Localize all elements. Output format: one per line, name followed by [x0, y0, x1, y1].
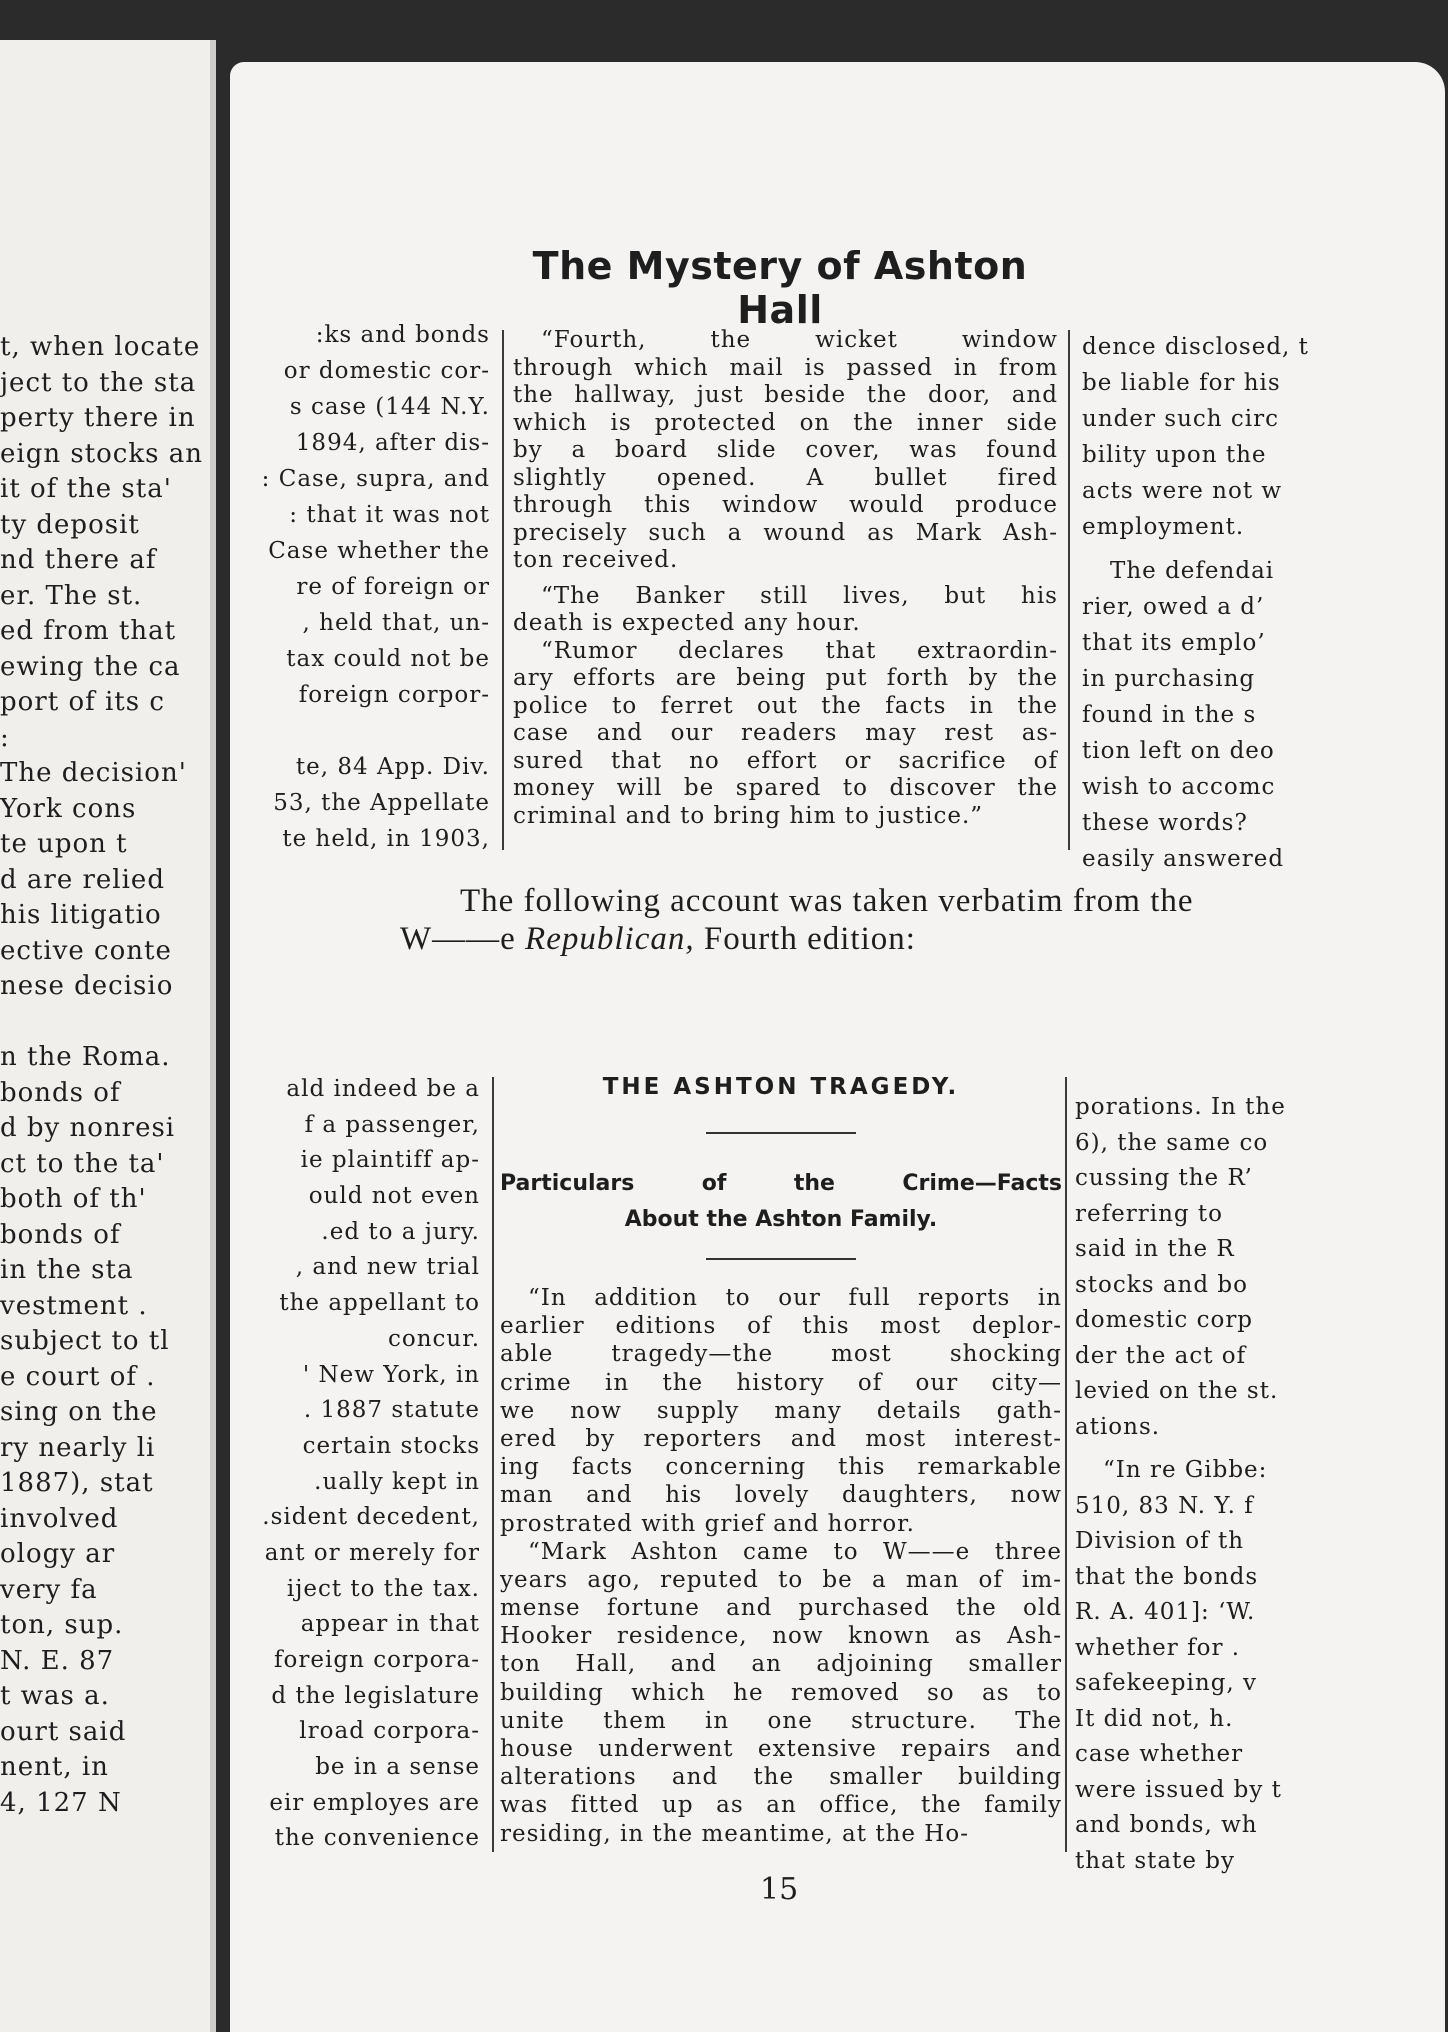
text-line: der the act of	[1075, 1342, 1247, 1369]
text-line: which is protected on the inner side	[513, 409, 1058, 436]
text-line: 1894, after dis-	[295, 430, 490, 456]
verbatim-intro	[290, 882, 1270, 958]
text-line: rier, owed a d’	[1082, 594, 1265, 620]
text-line: alterations and the smaller building	[500, 1764, 1062, 1791]
text-line: very fa	[0, 1574, 98, 1605]
text-line: “The Banker still lives, but his	[541, 582, 1058, 609]
text-line: eign stocks an	[0, 438, 203, 469]
text-line: whether for .	[1075, 1634, 1241, 1661]
bottom-column-3	[1075, 1090, 1315, 1879]
text-line: by a board slide cover, was found	[513, 437, 1058, 463]
text-line: d the legislature	[271, 1682, 480, 1709]
text-line: easily answered	[1082, 846, 1285, 872]
verbatim-place: W——e	[400, 921, 526, 957]
text-line: d by nonresi	[0, 1113, 176, 1143]
text-line: te, 84 App. Div.	[295, 754, 490, 780]
page-header-title: The Mystery of Ashton Hall	[532, 244, 1028, 332]
text-line: money will be spared to discover the	[513, 775, 1058, 801]
text-line: bonds of	[0, 1219, 121, 1250]
text-line: ourt said	[0, 1716, 127, 1747]
text-line: the hallway, just beside the door, and	[513, 382, 1058, 408]
text-line: re of foreign or	[296, 574, 490, 600]
text-line: be in a sense	[315, 1754, 480, 1781]
text-line: crime in the history of our city—	[500, 1369, 1062, 1396]
text-line: 4, 127 N	[0, 1787, 122, 1818]
text-line: were issued by t	[1075, 1776, 1282, 1803]
text-line: cussing the R’	[1075, 1165, 1253, 1191]
text-line: , and new trial	[295, 1254, 480, 1281]
text-line: foreign corpora-	[274, 1647, 480, 1673]
text-line: stocks and bo	[1075, 1271, 1248, 1298]
text-line: 510, 83 N. Y. f	[1075, 1492, 1254, 1519]
text-line: sured that no effort or sacrifice of	[513, 747, 1058, 774]
text-line: ton received.	[513, 547, 679, 573]
text-line: ty deposit	[0, 509, 140, 540]
section-rule	[706, 1132, 856, 1134]
text-line: house underwent extensive repairs and	[500, 1736, 1062, 1762]
text-line: ald indeed be a	[286, 1076, 480, 1102]
text-line: ject to the sta	[0, 367, 197, 398]
text-line: 53, the Appellate	[273, 790, 490, 816]
text-line: the convenience	[274, 1825, 480, 1852]
text-line: mense fortune and purchased the old	[500, 1595, 1062, 1622]
article-body	[500, 1284, 1062, 1848]
text-line: lroad corpora-	[299, 1718, 480, 1745]
text-line: dence disclosed, t	[1082, 334, 1309, 360]
text-line: perty there in	[0, 403, 196, 433]
text-line	[250, 713, 490, 749]
left-page-lower-column	[0, 1040, 210, 1821]
text-line: able tragedy—the most shocking	[500, 1341, 1062, 1368]
text-line: er. The st.	[0, 580, 143, 611]
text-line: R. A. 401]: ‘W.	[1075, 1599, 1256, 1625]
text-line: we now supply many details gath-	[500, 1397, 1062, 1424]
text-line: eir employes are	[269, 1789, 480, 1816]
text-line: ewing the ca	[0, 651, 181, 682]
text-line: that the bonds	[1075, 1563, 1259, 1590]
text-line: years ago, reputed to be a man of im-	[500, 1566, 1062, 1593]
top-column-3	[1082, 329, 1322, 877]
column-rule	[1068, 330, 1070, 850]
text-line: referring to	[1075, 1200, 1224, 1227]
text-line: wish to accomс	[1082, 774, 1276, 800]
text-line: port of its c	[0, 687, 165, 717]
text-line: N. E. 87	[0, 1645, 115, 1676]
bottom-column-1	[240, 1072, 480, 1857]
text-line: unite them in one structure. The	[500, 1707, 1062, 1734]
text-line: e court of .	[0, 1361, 156, 1392]
text-line: was fitted up as an office, the family	[500, 1792, 1062, 1819]
text-line: ology ar	[0, 1539, 116, 1569]
text-line: building which he removed so as to	[500, 1679, 1062, 1706]
text-line: ct to the ta'	[0, 1148, 165, 1179]
text-line: criminal and to bring him to justice.”	[513, 802, 984, 829]
text-line: levied on the st.	[1075, 1378, 1279, 1404]
text-line: vestment .	[0, 1290, 148, 1321]
text-line: tion left on deο	[1082, 738, 1275, 764]
text-line: under such circ	[1082, 406, 1280, 432]
text-line: his litigatio	[0, 900, 162, 930]
text-line: in purchasing	[1082, 666, 1256, 692]
text-line: ton Hall, and an adjoining smaller	[500, 1651, 1062, 1678]
text-line: both of th'	[0, 1184, 147, 1214]
text-line: Hooker residence, now known as Ash-	[500, 1623, 1062, 1650]
text-line: “Mark Ashton came to W——e three	[528, 1538, 1062, 1565]
text-line: concur.	[387, 1325, 480, 1352]
text-line: s case (144 N.Y.	[289, 394, 490, 420]
text-line: d are relied	[0, 864, 165, 895]
verbatim-edition: Fourth edition:	[694, 921, 916, 957]
text-line: The defendai	[1110, 558, 1275, 584]
text-line: nent, in	[0, 1752, 109, 1782]
paragraph-gap	[1082, 545, 1322, 553]
text-line: f a passenger,	[304, 1111, 480, 1138]
text-line: ective conte	[0, 935, 172, 966]
text-line: ing facts concerning this remarkable	[500, 1454, 1062, 1481]
left-page-upper-column	[0, 330, 210, 1005]
text-line: ant or merely for	[264, 1539, 480, 1566]
text-line: domestic corp	[1075, 1307, 1254, 1333]
text-line: , held that, un-	[302, 610, 490, 636]
text-line: : Case, supra, and	[261, 466, 490, 492]
paragraph-gap	[1075, 1445, 1315, 1453]
text-line: ton, sup.	[0, 1610, 124, 1640]
text-line: “Rumor declares that extraordin-	[541, 637, 1058, 664]
top-column-1	[250, 317, 490, 857]
left-page	[0, 40, 216, 2032]
text-line: 6), the same co	[1075, 1129, 1269, 1156]
article-title: THE ASHTON TRAGEDY.	[602, 1074, 960, 1100]
text-line: Case whether the	[268, 538, 490, 564]
text-line: involved	[0, 1503, 119, 1534]
text-line: ould not even	[308, 1183, 480, 1210]
text-line: case whether	[1075, 1741, 1244, 1767]
text-line: Division of th	[1075, 1528, 1245, 1554]
text-line: found in the s	[1082, 702, 1257, 728]
text-line: or domestic cor-	[283, 358, 490, 384]
text-line: n the Roma.	[0, 1042, 171, 1072]
column-rule	[502, 330, 504, 850]
text-line: ry nearly li	[0, 1432, 156, 1463]
text-line: tax could not be	[286, 646, 490, 672]
text-line: “In addition to our full reports in	[528, 1285, 1062, 1311]
text-line: residing, in the meantime, at the Ho-	[500, 1820, 969, 1847]
text-line: :	[0, 722, 10, 753]
text-line: certain stocks	[302, 1432, 480, 1459]
text-line: sing on the	[0, 1397, 158, 1427]
section-rule	[706, 1258, 856, 1260]
text-line: nese decisio	[0, 971, 174, 1001]
text-line: “Fourth, the wicket window	[541, 327, 1058, 353]
text-line: ' New York, in	[302, 1361, 480, 1388]
text-line: death is expected any hour.	[513, 610, 861, 636]
top-column-2	[513, 327, 1058, 830]
text-line: subject to tl	[0, 1326, 170, 1356]
text-line: foreign corpor-	[298, 682, 490, 708]
paragraph-gap	[513, 575, 1058, 583]
text-line: through which mail is passed in from	[513, 354, 1058, 381]
text-line: te upon t	[0, 829, 128, 859]
text-line: “In re Gibbe:	[1103, 1457, 1268, 1483]
text-line: t was a.	[0, 1681, 110, 1711]
text-line: earlier editions of this most deplor-	[500, 1313, 1062, 1340]
text-line: acts were not w	[1082, 478, 1283, 504]
text-line: slightly opened. A bullet fired	[513, 464, 1058, 491]
text-line: case and our readers may rest as-	[513, 720, 1058, 746]
text-line: ie plaintiff ap-	[300, 1147, 480, 1174]
text-line: It did not, h.	[1075, 1705, 1234, 1732]
text-line: t, when locate	[0, 332, 201, 362]
text-line: porations. In the	[1075, 1094, 1286, 1120]
text-line: bonds of	[0, 1077, 121, 1108]
text-line: employment.	[1082, 514, 1245, 540]
article-subtitle-line-2: About the Ashton Family.	[624, 1207, 938, 1232]
text-line: nd there af	[0, 545, 157, 575]
text-line: iject to the tax.	[286, 1575, 480, 1602]
text-line: precisely such a wound as Mark Ash-	[513, 519, 1058, 546]
column-rule	[492, 1077, 494, 1852]
text-line: ed from that	[0, 616, 177, 646]
verbatim-newspaper: Republican,	[525, 921, 695, 957]
text-line: these words?	[1082, 810, 1248, 836]
text-line: .sident decedent,	[262, 1504, 480, 1531]
main-page	[230, 62, 1445, 2032]
bottom-column-2-article	[500, 1074, 1062, 1848]
column-rule	[1065, 1077, 1067, 1852]
text-line: :ks and bonds	[315, 322, 490, 348]
text-line: ary efforts are being put forth by the	[513, 665, 1058, 691]
text-line: .ed to a jury.	[321, 1218, 480, 1245]
text-line: bility upon the	[1082, 442, 1267, 468]
text-line: the appellant to	[279, 1290, 480, 1317]
text-line: it of the sta'	[0, 474, 172, 504]
text-line: that state by	[1075, 1847, 1235, 1874]
text-line: ations.	[1075, 1413, 1161, 1440]
text-line: police to ferret out the facts in the	[513, 692, 1058, 719]
article-subtitle	[500, 1166, 1062, 1238]
text-line: te held, in 1903,	[282, 826, 490, 852]
text-line: .ually kept in	[314, 1468, 480, 1495]
text-line: that its emplo’	[1082, 630, 1266, 656]
page-number: 15	[760, 1872, 799, 1907]
text-line: ered by reporters and most interest-	[500, 1425, 1062, 1452]
text-line: appear in that	[300, 1611, 480, 1638]
text-line: 1887), stat	[0, 1468, 154, 1498]
article-subtitle-line-1: Particulars of the Crime—Facts	[500, 1171, 1062, 1196]
text-line: safekeeping, v	[1075, 1670, 1258, 1696]
text-line: The decision'	[0, 758, 187, 788]
verbatim-line-2	[290, 920, 1270, 958]
text-line: York cons	[0, 793, 137, 824]
text-line: in the sta	[0, 1255, 134, 1285]
text-line: through this window would produce	[513, 492, 1058, 518]
text-line: : that it was not	[289, 502, 490, 528]
text-line: and bonds, wh	[1075, 1812, 1258, 1838]
text-line: prostrated with grief and horror.	[500, 1510, 915, 1537]
text-line: man and his lovely daughters, now	[500, 1482, 1062, 1509]
text-line: said in the R	[1075, 1236, 1235, 1262]
text-line: . 1887 statute	[303, 1397, 480, 1424]
text-line: be liable for his	[1082, 370, 1281, 396]
verbatim-line-1: The following account was taken verbatim from the	[460, 883, 1194, 919]
